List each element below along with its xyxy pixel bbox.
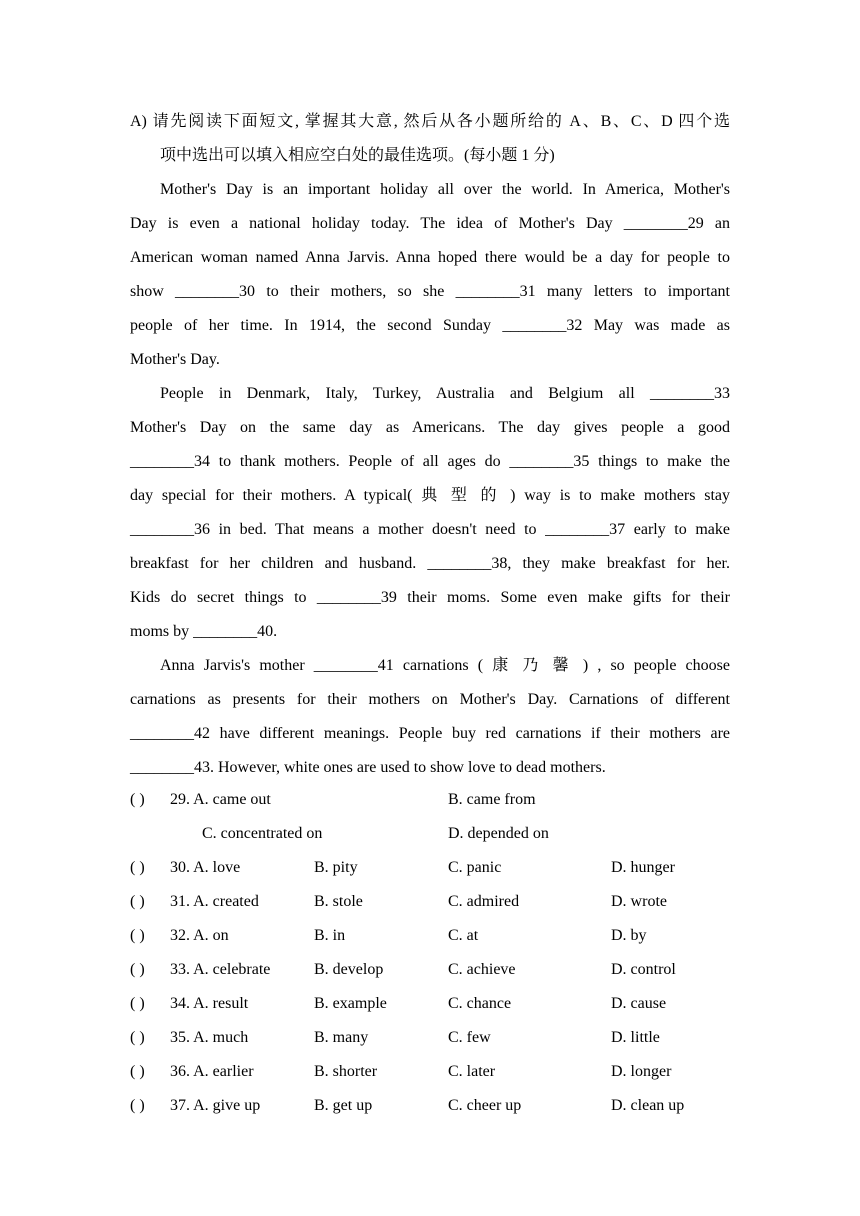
option-d: D. cause bbox=[611, 995, 667, 1012]
question-row bbox=[130, 892, 730, 912]
question-row bbox=[130, 926, 730, 946]
option-d: D. hunger bbox=[611, 859, 675, 876]
passage-line: carnations as presents for their mothers on Mother's Day. Carnations of different bbox=[130, 691, 730, 708]
answer-blank[interactable]: ( ) bbox=[130, 927, 145, 944]
option-b: B. many bbox=[314, 1029, 369, 1046]
option-a: 33. A. celebrate bbox=[170, 961, 271, 978]
answer-blank[interactable]: ( ) bbox=[130, 961, 145, 978]
option-a: 32. A. on bbox=[170, 927, 229, 944]
option-b: B. get up bbox=[314, 1097, 373, 1114]
passage-line: people of her time. In 1914, the second Sunday ________32 May was made as bbox=[130, 317, 730, 334]
question-row bbox=[130, 1062, 730, 1082]
passage-line: Mother's Day. bbox=[130, 351, 220, 368]
answer-blank[interactable]: ( ) bbox=[130, 1063, 145, 1080]
section-heading-continued: 项中选出可以填入相应空白处的最佳选项。(每小题 1 分) bbox=[160, 147, 555, 164]
passage-line: breakfast for her children and husband. ________38, they make breakfast for her. bbox=[130, 555, 730, 572]
option-c: C. few bbox=[448, 1029, 491, 1046]
option-b: B. stole bbox=[314, 893, 363, 910]
option-b: B. develop bbox=[314, 961, 384, 978]
answer-blank[interactable]: ( ) bbox=[130, 791, 145, 808]
option-a: 37. A. give up bbox=[170, 1097, 261, 1114]
section-heading: A) 请先阅读下面短文, 掌握其大意, 然后从各小题所给的 A、B、C、D 四个选 bbox=[130, 113, 730, 130]
option-b: B. in bbox=[314, 927, 346, 944]
question-row bbox=[130, 790, 730, 810]
passage-line: ________43. However, white ones are used to show love to dead mothers. bbox=[130, 759, 606, 776]
option-a: 35. A. much bbox=[170, 1029, 249, 1046]
option-b: B. came from bbox=[448, 791, 536, 808]
passage-line: Mother's Day is an important holiday all over the world. In America, Mother's bbox=[160, 181, 730, 198]
option-b: B. shorter bbox=[314, 1063, 378, 1080]
passage-line: ________36 in bed. That means a mother doesn't need to ________37 early to make bbox=[130, 521, 730, 538]
question-row bbox=[130, 824, 730, 844]
option-c: C. concentrated on bbox=[202, 825, 323, 842]
option-c: C. later bbox=[448, 1063, 496, 1080]
question-row bbox=[130, 1028, 730, 1048]
passage-line: Day is even a national holiday today. The idea of Mother's Day ________29 an bbox=[130, 215, 730, 232]
passage-line: day special for their mothers. A typical( 典 型 的 ) way is to make mothers stay bbox=[130, 487, 730, 504]
option-d: D. clean up bbox=[611, 1097, 685, 1114]
option-c: C. chance bbox=[448, 995, 512, 1012]
passage-line: Kids do secret things to ________39 their moms. Some even make gifts for their bbox=[130, 589, 730, 606]
option-d: D. little bbox=[611, 1029, 660, 1046]
option-a: 29. A. came out bbox=[170, 791, 271, 808]
passage-line: ________42 have different meanings. People buy red carnations if their mothers are bbox=[130, 725, 730, 742]
option-a: 36. A. earlier bbox=[170, 1063, 254, 1080]
option-a: 31. A. created bbox=[170, 893, 259, 910]
passage-line: ________34 to thank mothers. People of all ages do ________35 things to make the bbox=[130, 453, 730, 470]
answer-blank[interactable]: ( ) bbox=[130, 1097, 145, 1114]
passage-line: People in Denmark, Italy, Turkey, Australia and Belgium all ________33 bbox=[160, 385, 730, 402]
question-row bbox=[130, 994, 730, 1014]
passage-line: American woman named Anna Jarvis. Anna hoped there would be a day for people to bbox=[130, 249, 730, 266]
option-c: C. cheer up bbox=[448, 1097, 522, 1114]
passage-line: moms by ________40. bbox=[130, 623, 278, 640]
option-d: D. longer bbox=[611, 1063, 672, 1080]
option-c: C. admired bbox=[448, 893, 520, 910]
passage-line: Anna Jarvis's mother ________41 carnations ( 康 乃 馨 ) , so people choose bbox=[160, 657, 730, 674]
option-c: C. achieve bbox=[448, 961, 516, 978]
option-a: 30. A. love bbox=[170, 859, 241, 876]
question-row bbox=[130, 1096, 730, 1116]
option-d: D. control bbox=[611, 961, 676, 978]
option-c: C. at bbox=[448, 927, 479, 944]
answer-blank[interactable]: ( ) bbox=[130, 893, 145, 910]
option-c: C. panic bbox=[448, 859, 502, 876]
option-b: B. example bbox=[314, 995, 387, 1012]
answer-blank[interactable]: ( ) bbox=[130, 1029, 145, 1046]
question-row bbox=[130, 960, 730, 980]
option-d: D. depended on bbox=[448, 825, 549, 842]
answer-blank[interactable]: ( ) bbox=[130, 995, 145, 1012]
passage-line: Mother's Day on the same day as Americans. The day gives people a good bbox=[130, 419, 730, 436]
option-b: B. pity bbox=[314, 859, 358, 876]
answer-blank[interactable]: ( ) bbox=[130, 859, 145, 876]
option-a: 34. A. result bbox=[170, 995, 249, 1012]
passage-line: show ________30 to their mothers, so she ________31 many letters to important bbox=[130, 283, 730, 300]
option-d: D. by bbox=[611, 927, 647, 944]
option-d: D. wrote bbox=[611, 893, 667, 910]
question-row bbox=[130, 858, 730, 878]
